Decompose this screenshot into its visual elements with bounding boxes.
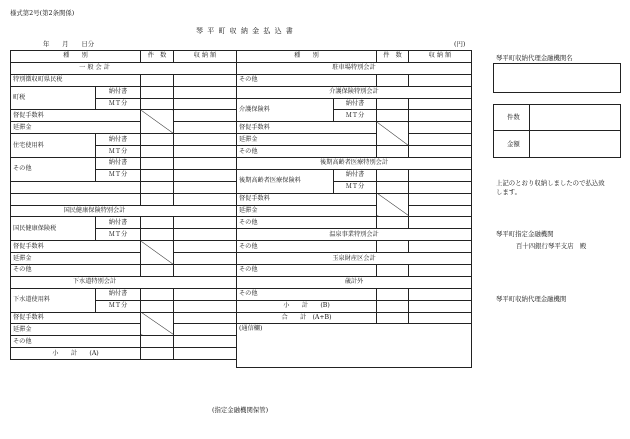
onsen-account-header: 温泉事業特別会計 [237,229,472,241]
mt: ＭＴ分 [96,146,141,158]
sewer-account-header: 下水道特別会計 [11,276,237,288]
slip: 納付書 [96,217,141,229]
bank-branch-name: 百十四銀行琴平支店 殿 [516,242,587,250]
other: その他 [11,158,96,182]
nhi-tax: 国民健康保険税 [11,217,96,241]
header-item: 種 別 [11,51,141,63]
header-amount: 収 納 額 [174,51,237,63]
agent-bank-label: 琴平町収納代理金融機関 [496,295,567,303]
right-table [236,50,472,368]
other: その他 [237,146,377,158]
dunning-fee: 督促手数料 [11,241,141,253]
designated-bank-label: 琴平町指定金融機関 [496,230,554,238]
slip: 納付書 [334,169,377,181]
receipt-note-line2: します。 [496,188,522,196]
other: その他 [11,265,141,277]
unit-label: (円) [454,40,466,48]
elderly-insurance-fee: 後期高齢者医療保険料 [237,169,334,193]
care-insurance-fee: 介護保険料 [237,98,334,122]
total-ab: 合 計 (A+B) [237,312,377,324]
header-item: 種 別 [237,51,377,63]
mt: ＭＴ分 [96,98,141,110]
late-fee: 延滞金 [237,134,377,146]
mt: ＭＴ分 [96,169,141,181]
remarks-box [237,324,472,368]
late-fee: 延滞金 [11,324,141,336]
count-amount-box [493,104,621,158]
count-label: 件数 [507,113,520,121]
amount-label: 金額 [507,140,520,148]
form-title: 琴 平 町 収 納 金 払 込 書 [196,27,294,35]
other: その他 [237,288,377,300]
agent-bank-name-box [493,63,621,93]
footer-note: (指定金融機関保管) [212,406,269,414]
housing-fee: 住宅使用料 [11,134,96,158]
nhi-account-header: 国民健康保険特別会計 [11,205,237,217]
other: その他 [237,265,377,277]
agent-bank-name-label: 琴平町収納代理金融機関名 [496,54,573,62]
property-account-header: 玉泉財産区会計 [237,253,472,265]
left-table [10,50,237,360]
other: その他 [237,217,377,229]
slip: 納付書 [96,288,141,300]
care-account-header: 介護保険特別会計 [237,86,472,98]
header-count: 件 数 [141,51,174,63]
slip: 納付書 [334,98,377,110]
header-count: 件 数 [377,51,409,63]
remarks-label: (通信欄) [239,325,263,333]
mt: ＭＴ分 [334,110,377,122]
slip: 納付書 [96,86,141,98]
special-collection-tax: 特別徴収町県民税 [11,74,141,86]
dunning-fee: 督促手数料 [237,122,377,134]
subtotal-b: 小 計 (B) [237,300,377,312]
header-amount: 収 納 額 [409,51,472,63]
mt: ＭＴ分 [96,229,141,241]
receipt-note-line1: 上記のとおり収納しましたので払込致 [496,179,605,187]
sewer-fee: 下水道使用料 [11,288,96,312]
general-account-header: 一 般 会 計 [11,62,237,74]
late-fee: 延滞金 [11,253,141,265]
dunning-fee: 督促手数料 [11,110,141,122]
form-number: 様式第2号(第2条関係) [10,9,75,17]
slip: 納付書 [96,134,141,146]
subtotal-a: 小 計 (A) [11,348,141,360]
mt: ＭＴ分 [334,181,377,193]
parking-account-header: 駐車場特別会計 [237,62,472,74]
elderly-account-header: 後期高齢者医療特別会計 [237,158,472,170]
off-budget-header: 歳計外 [237,276,472,288]
town-tax: 町税 [11,86,96,110]
other: その他 [237,74,377,86]
other: その他 [237,241,377,253]
dunning-fee: 督促手数料 [237,193,377,205]
mt: ＭＴ分 [96,300,141,312]
date-label: 年 月 日分 [43,40,95,48]
late-fee: 延滞金 [11,122,141,134]
dunning-fee: 督促手数料 [11,312,141,324]
other: その他 [11,336,141,348]
late-fee: 延滞金 [237,205,377,217]
slip: 納付書 [96,158,141,170]
